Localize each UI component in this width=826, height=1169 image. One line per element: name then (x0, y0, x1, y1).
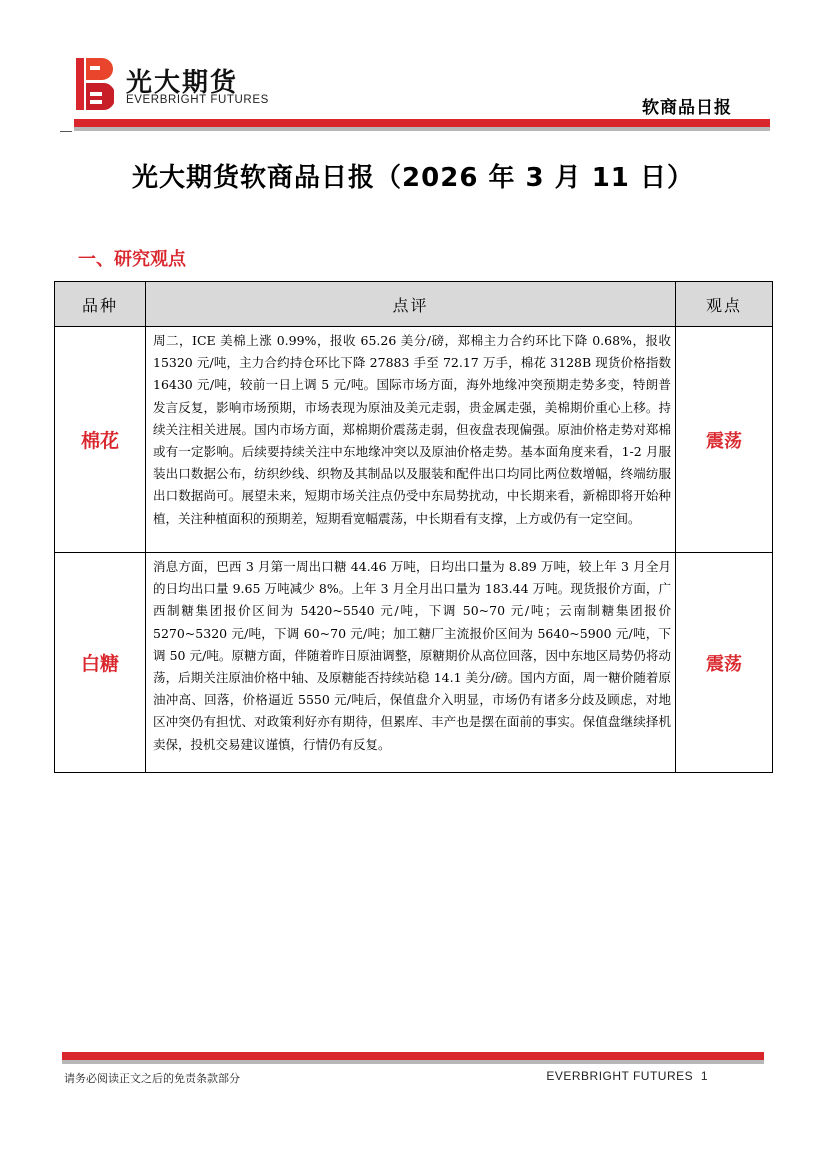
cotton-view: 震荡 (676, 327, 773, 553)
sugar-comment: 消息方面，巴西 3 月第一周出口糖 44.46 万吨，日均出口量为 8.89 万吨，较上年 3 月全月的日均出口量 9.65 万吨减少 8%。上年 3 月全月出口量为 183.44 万吨。现货报价方面，广西制糖集团报价区间为 5420~5540 元/吨，下调 50~70 元/吨；云南制糖集团报价 5270~5320 元/吨，下调 60~70 元/吨；加工糖厂主流报价区间为 5640~5900 元/吨，下调 50 元/吨。原糖方面，伴随着昨日原油调整，原糖期价从高位回落，因中东地区局势仍将动荡，后期关注原油价格中轴、及原糖能否持续站稳 14.1 美分/磅。国内方面，周一糖价随着原油冲高、回落，价格逼近 5550 元/吨后，保值盘介入明显，市场仍有诸多分歧及顾虑，对地区冲突仍有担忧、对政策利好亦有期待，但累库、丰产也是摆在面前的事实。保值盘继续择机卖保，投机交易建议谨慎，行情仍有反复。 (146, 553, 676, 773)
report-type-label: 软商品日报 (642, 98, 732, 118)
table-row-sugar (55, 553, 773, 773)
sugar-category: 白糖 (55, 553, 146, 773)
sugar-view: 震荡 (676, 553, 773, 773)
footer-red-bar (62, 1052, 764, 1060)
footer-company (546, 1069, 708, 1083)
everbright-logo-icon (76, 58, 114, 110)
cotton-category: 棉花 (55, 327, 146, 553)
footer-bar-shadow (62, 1060, 764, 1064)
logo-english-name: EVERBRIGHT FUTURES (126, 94, 269, 106)
header-view: 观点 (676, 282, 773, 327)
header-rule-left (60, 131, 72, 132)
page-title: 光大期货软商品日报（2026 年 3 月 11 日） (132, 163, 694, 193)
header-red-bar (74, 119, 770, 127)
header-category: 品种 (55, 282, 146, 327)
company-logo (76, 58, 269, 112)
footer-company-name: EVERBRIGHT FUTURES (546, 1069, 694, 1083)
header-comment: 点评 (146, 282, 676, 327)
footer-disclaimer: 请务必阅读正文之后的免责条款部分 (64, 1072, 240, 1085)
logo-chinese-name: 光大期货 (126, 68, 239, 98)
page-number: 1 (700, 1069, 708, 1083)
table-header-row (55, 282, 773, 327)
header-bar-shadow (74, 127, 770, 131)
research-view-table (54, 281, 773, 773)
section-heading: 一、研究观点 (78, 249, 186, 270)
cotton-comment: 周二，ICE 美棉上涨 0.99%，报收 65.26 美分/磅，郑棉主力合约环比下降 0.68%，报收 15320 元/吨，主力合约持仓环比下降 27883 手至 72.17 万手，棉花 3128B 现货价格指数 16430 元/吨，较前一日上调 5 元/吨。国际市场方面，海外地缘冲突预期走势多变，特朗普发言反复，影响市场预期，市场表现为原油及美元走弱，贵金属走强，美棉期价重心上移。持续关注相关进展。国内市场方面，郑棉期价震荡走弱，但夜盘表现偏强。原油价格走势对郑棉或有一定影响。后续要持续关注中东地缘冲突以及原油价格走势。基本面角度来看，1-2 月服装出口数据公布，纺织纱线、织物及其制品以及服装和配件出口均同比两位数增幅，终端纺服出口数据尚可。展望未来，短期市场关注点仍受中东局势扰动，中长期来看，新棉即将开始种植，关注种植面积的预期差，短期看宽幅震荡，中长期看有支撑，上方或仍有一定空间。 (146, 327, 676, 553)
table-row-cotton (55, 327, 773, 553)
